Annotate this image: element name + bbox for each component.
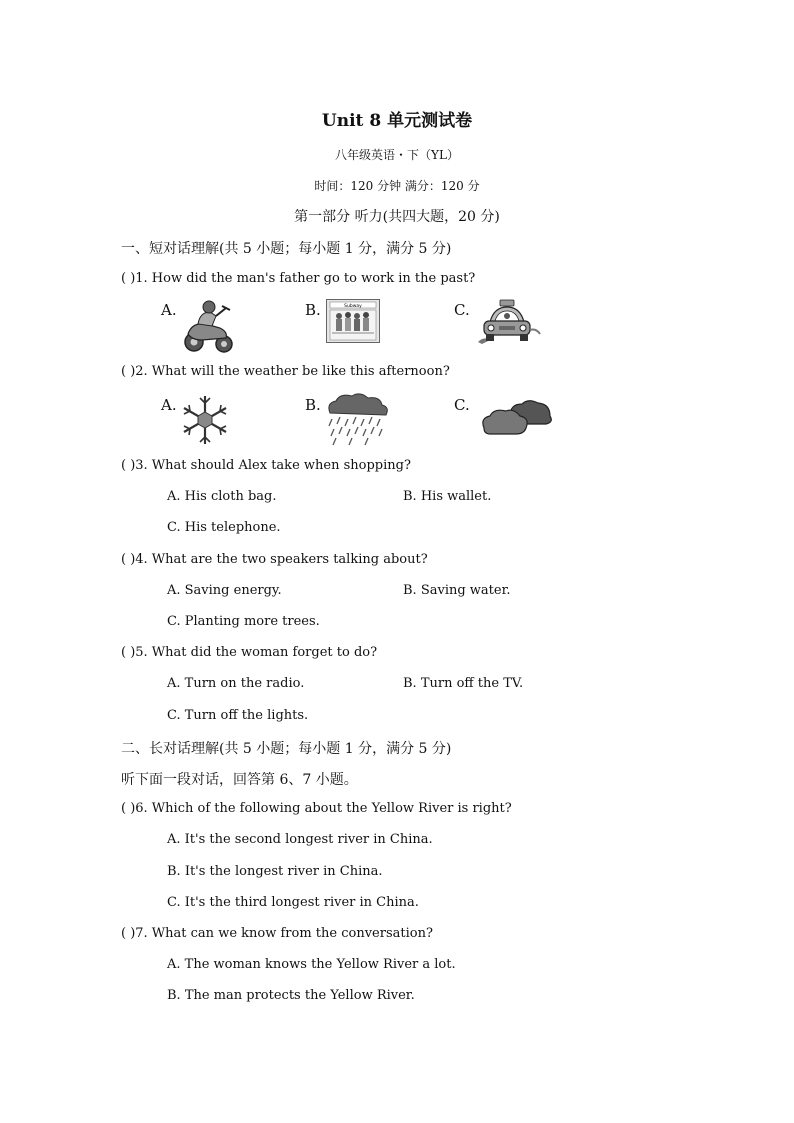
taxi-icon <box>476 298 542 346</box>
cloudy-icon <box>480 398 554 438</box>
q2-option-b-label: B. <box>305 396 321 414</box>
question-2: ( )2. What will the weather be like this afternoon? <box>121 364 450 379</box>
q5-option-b: B. Turn off the TV. <box>403 676 524 691</box>
subtitle: 八年级英语・下（YL） <box>335 148 459 162</box>
question-4: ( )4. What are the two speakers talking about? <box>121 552 428 567</box>
rain-cloud-icon <box>324 393 392 447</box>
q2-option-c-label: C. <box>454 396 470 414</box>
page-title: Unit 8 单元测试卷 <box>321 111 473 131</box>
part-heading: 第一部分 听力(共四大题，20 分) <box>294 209 500 225</box>
q3-option-c: C. His telephone. <box>167 520 281 535</box>
scooter-icon <box>182 298 234 354</box>
q3-option-b: B. His wallet. <box>403 489 492 504</box>
q2-option-a-label: A. <box>161 396 177 414</box>
question-5: ( )5. What did the woman forget to do? <box>121 645 378 660</box>
q1-option-c-label: C. <box>454 301 470 319</box>
q6-option-b: B. It's the longest river in China. <box>167 864 383 879</box>
snowflake-icon <box>180 394 230 446</box>
q1-option-a-label: A. <box>161 301 177 319</box>
question-7: ( )7. What can we know from the conversation? <box>121 926 433 941</box>
question-6: ( )6. Which of the following about the Yellow River is right? <box>121 801 512 816</box>
q4-option-b: B. Saving water. <box>403 583 511 598</box>
q6-option-c: C. It's the third longest river in China. <box>167 895 419 910</box>
section1-heading: 一、短对话理解(共 5 小题；每小题 1 分，满分 5 分) <box>121 241 452 257</box>
q7-option-a: A. The woman knows the Yellow River a lot. <box>167 957 456 972</box>
q1-option-b-label: B. <box>305 301 321 319</box>
subway-icon <box>326 299 380 343</box>
q3-option-a: A. His cloth bag. <box>167 489 277 504</box>
q5-option-a: A. Turn on the radio. <box>167 676 305 691</box>
section2-instruction: 听下面一段对话，回答第 6、7 小题。 <box>121 772 358 788</box>
q5-option-c: C. Turn off the lights. <box>167 708 309 723</box>
q7-option-b: B. The man protects the Yellow River. <box>167 988 415 1003</box>
question-3: ( )3. What should Alex take when shopping? <box>121 458 411 473</box>
subway-sign: Subway <box>344 304 362 309</box>
time-info: 时间：120 分钟 满分：120 分 <box>314 179 480 193</box>
section2-heading: 二、长对话理解(共 5 小题；每小题 1 分，满分 5 分) <box>121 741 452 757</box>
q4-option-c: C. Planting more trees. <box>167 614 320 629</box>
question-1: ( )1. How did the man's father go to work in the past? <box>121 271 476 286</box>
q4-option-a: A. Saving energy. <box>167 583 282 598</box>
q6-option-a: A. It's the second longest river in China. <box>167 832 433 847</box>
